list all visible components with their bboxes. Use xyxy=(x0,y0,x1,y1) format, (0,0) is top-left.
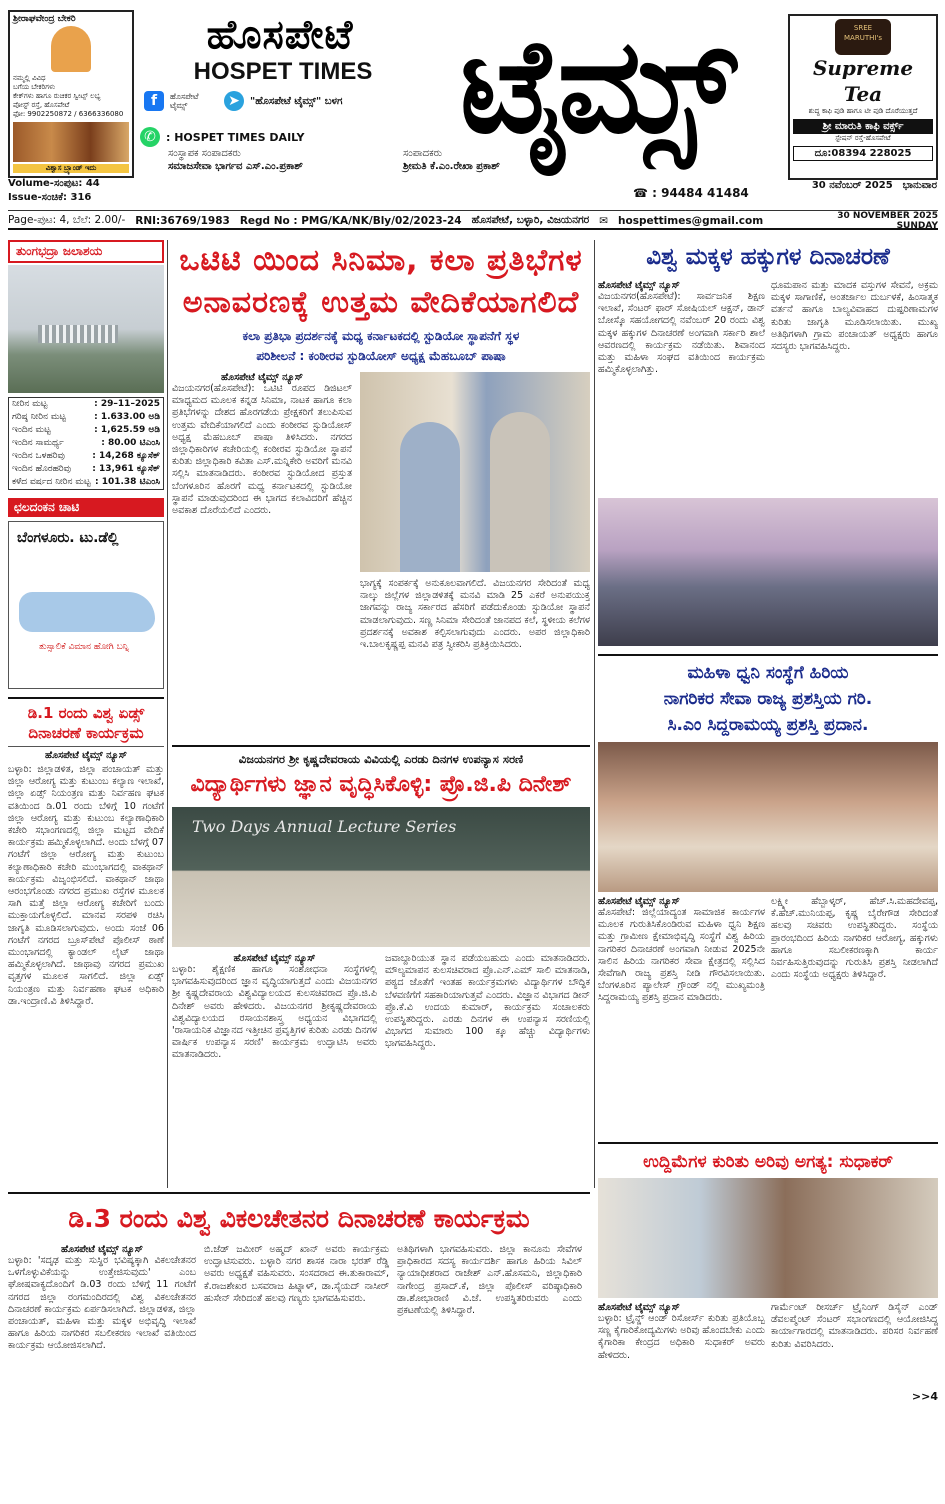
dam-row-label: ಇಂದಿನ ಮಟ್ಟ xyxy=(12,425,51,435)
ott-photo xyxy=(360,372,590,572)
child-rights-body-2: ಧೂಮಪಾನ ಮತ್ತು ಮಾದಕ ವಸ್ತುಗಳ ಸೇವನೆ, ಅಕ್ರಮ ಮಕ್ಕಳ ಸಾಗಾಣಿಕೆ, ಅಂತರ್ಜಾಲ ದುರ್ಬಳಕೆ, ಹಿಂಸಾತ್ಮಕ ವರ್ತನೆ ಹಾಗೂ ಬಾಲ್ಯವಿವಾಹದ ದುಷ್ಪರಿಣಾಮಗಳ ಕುರಿತು ಜಾಗೃತಿ ಮೂಡಿಸಲಾಯಿತು. ಮುಖ್ಯ ಅತಿಥಿಗಳಾಗಿ ಗ್ರಾಮ ಪಂಚಾಯತ್ ಅಧ್ಯಕ್ಷರು ಹಾಗೂ ಸದಸ್ಯರು ಭಾಗವಹಿಸಿದ್ದರು. xyxy=(771,280,938,353)
bakery-ad-phone: ಫೋ: 9902250872 / 6366336080 xyxy=(13,110,124,118)
dam-table-row xyxy=(9,424,163,437)
dam-row-value: : 1.633.00 ಅಡಿ xyxy=(94,412,160,422)
dam-heading: ತುಂಗಭದ್ರಾ ಜಲಾಶಯ xyxy=(8,240,164,263)
ott-reporter: ಹೊಸಪೇಟೆ ಟೈಮ್ಸ್ ನ್ಯೂಸ್ xyxy=(221,372,303,383)
dam-table-row xyxy=(9,450,163,463)
dam-data-table xyxy=(8,397,164,490)
date-kannada: 30 ನವೆಂಬರ್ 2025 xyxy=(811,180,893,191)
cartoon-heading: ಛಲದಂಕನ ಚಾಟಿ xyxy=(8,498,164,517)
cartoon xyxy=(8,521,164,689)
dam-row-value: : 80.00 ಟಿಎಂಸಿ xyxy=(101,438,160,448)
dam-row-value: : 1,625.59 ಅಡಿ xyxy=(94,425,160,435)
ott-headline-1: ಒಟಿಟಿ ಯಿಂದ ಸಿನಿಮಾ, ಕಲಾ ಪ್ರತಿಭೆಗಳ xyxy=(179,243,583,278)
logo-kannada-small: ಹೊಸಪೇಟೆ xyxy=(206,12,354,58)
ott-body-1: ವಿಜಯನಗರ(ಹೊಸಪೇಟೆ): ಒಟಿಟಿ ರೂಪದ ಡಿಜಿಟಲ್ ಮಾಧ್ಯಮದ ಮೂಲಕ ಕನ್ನಡ ಸಿನಿಮಾ, ನಾಟಕ ಹಾಗೂ ಕಲಾ ಪ್ರತಿಭೆಗಳನ್ನು ದೇಶದ ಹೊರಗಡೆಯ ಪ್ರೇಕ್ಷಕರಿಗೆ ತಲುಪಿಸುವ ಉತ್ತಮ ವೇದಿಕೆಯಾಗಲಿದೆ ಎಂದು ಕಂಠೀರವ ಸ್ಟುಡಿಯೋಸ್ ಅಧ್ಯಕ್ಷ ಮೆಹಬೂಬ್ ಪಾಷಾ ತಿಳಿಸಿದರು. ನಗರದ ಜಿಲ್ಲಾಧಿಕಾರಿಗಳ ಕಚೇರಿಯಲ್ಲಿ ಕಂಠೀರವ ಸ್ಟುಡಿಯೋ ಸ್ಥಾಪನೆ ಕುರಿತು ಜಿಲ್ಲಾಧಿಕಾರಿ ಕವಿತಾ ಎಸ್.ಮನ್ನಿಕೇರಿ ಅವರಿಗೆ ಮನವಿ ಸಲ್ಲಿಸಿ ಮಾತನಾಡಿದರು. ಕಂಠೀರವ ಸ್ಟುಡಿಯೋದ ಪ್ರಸ್ತುತ ಬೆಂಗಳೂರಿನ ಹೊರಗೆ ಮಧ್ಯ ಕರ್ನಾಟಕದಲ್ಲಿ ಸ್ಟುಡಿಯೋ ಸ್ಥಾಪನೆ ಮಾಡುವುದರಿಂದ ಈ ಭಾಗದ ಕಲಾವಿದರಿಗೆ ಹೆಚ್ಚಿನ ಅವಕಾಶ ದೊರೆಯಲಿದೆ ಎಂದರು. xyxy=(172,383,352,517)
industry-headline: ಉದ್ದಿಮೆಗಳ ಕುರಿತು ಅರಿವು ಅಗತ್ಯ: ಸುಧಾಕರ್ xyxy=(643,1152,893,1172)
dam-row-label: ಇಂದಿನ ಸಾಮರ್ಥ್ಯ xyxy=(12,438,64,448)
mahila-story xyxy=(598,654,938,1136)
disability-body-1: ಬಳ್ಳಾರಿ: 'ಸದೃಢ ಮತ್ತು ಸುಸ್ಥಿರ ಭವಿಷ್ಯಕ್ಕಾಗಿ ವಿಕಲಚೇತನರ ಒಳಗೊಳ್ಳುವಿಕೆಯನ್ನು ಉತ್ತೇಜಿಸುವುದು' ಎಂಬ ಘೋಷವಾಕ್ಯದೊಂದಿಗೆ ಡಿ.03 ರಂದು ಬೆಳಿಗ್ಗೆ 11 ಗಂಟೆಗೆ ನಗರದ ಜಿಲ್ಲಾ ರಂಗಮಂದಿರದಲ್ಲಿ ವಿಶ್ವ ವಿಕಲಚೇತನರ ದಿನಾಚರಣೆ ಕಾರ್ಯಕ್ರಮ ಏರ್ಪಡಿಸಲಾಗಿದೆ. ಜಿಲ್ಲಾಡಳಿತ, ಜಿಲ್ಲಾ ಪಂಚಾಯತ್, ಮಹಿಳಾ ಮತ್ತು ಮಕ್ಕಳ ಅಭಿವೃದ್ಧಿ ಇಲಾಖೆ ಹಾಗೂ ಹಿರಿಯ ನಾಗರಿಕರ ಸಬಲೀಕರಣ ಇಲಾಖೆ ವತಿಯಿಂದ ಕಾರ್ಯಕ್ರಮ ಆಯೋಜಿಸಲಾಗಿದೆ. xyxy=(8,1255,196,1352)
bakery-ad-line: ನಮ್ಮಲ್ಲಿ ವಿವಿಧ xyxy=(13,74,46,82)
tea-brand: Supreme Tea xyxy=(812,56,914,106)
industry-body-1: ಬಳ್ಳಾರಿ: ಟ್ರೈನ್ಡ್ ಆಂಡ್ ರಿಸೋರ್ಸ್ ಕುರಿತು ಪ್ರತಿಯೊಬ್ಬ ಸಣ್ಣ ಕೈಗಾರಿಕೋದ್ಯಮಿಗಳು ಅರಿವು ಹೊಂದಬೇಕು ಎಂದು ಕೈಗಾರಿಕಾ ಕೇಂದ್ರದ ಅಧಿಕಾರಿ ಸುಧಾಕರ್ ಅವರು ಹೇಳಿದರು. xyxy=(598,1313,765,1361)
telegram-icon[interactable]: ➤ xyxy=(224,91,244,111)
founder-name: ಸಮಾಜಸೇವಾ ಭಾರ್ಗವ ಎಸ್.ಎಂ.ಪ್ರಕಾಶ್ xyxy=(168,161,303,172)
editor-name: ಶ್ರೀಮತಿ ಕೆ.ಎಂ.ರೇಖಾ ಪ್ರಕಾಶ್ xyxy=(403,161,500,172)
mail-icon: ✉ xyxy=(599,214,609,227)
disability-day-story xyxy=(8,1192,590,1492)
bakery-ad-line: ಕೇಕ್‌ಗಳು ಹಾಗೂ ರುಚಿಕರ ಸ್ವೀಟ್ಸ್ ಲಭ್ಯ xyxy=(13,92,101,100)
facebook-icon[interactable]: f xyxy=(144,91,164,111)
aids-reporter: ಹೊಸಪೇಟೆ ಟೈಮ್ಸ್ ನ್ಯೂಸ್ xyxy=(45,750,127,761)
tea-phone: ದೂ:08394 228025 xyxy=(793,146,933,161)
disability-body-3: ಅತಿಥಿಗಳಾಗಿ ಭಾಗವಹಿಸುವರು. ಜಿಲ್ಲಾ ಕಾನೂನು ಸೇವೆಗಳ ಪ್ರಾಧಿಕಾರದ ಸದಸ್ಯ ಕಾರ್ಯದರ್ಶಿ ಹಾಗೂ ಹಿರಿಯ ಸಿವಿಲ್ ನ್ಯಾಯಾಧೀಶರಾದ ರಾಜೇಶ್ ಎನ್.ಹೊಸಮನಿ, ಜಿಲ್ಲಾಧಿಕಾರಿ ನಾಗೇಂದ್ರ ಪ್ರಸಾದ್.ಕೆ, ಜಿಲ್ಲಾ ಪೊಲೀಸ್ ವರಿಷ್ಠಾಧಿಕಾರಿ ಡಾ.ಶೋಭಾರಾಣಿ ವಿ.ಜೆ. ಉಪಸ್ಥಿತರಿರುವರು ಎಂದು ಪ್ರಕಟಣೆಯಲ್ಲಿ ತಿಳಿಸಿದ್ದಾರೆ. xyxy=(397,1244,582,1317)
continued-marker: >>4 xyxy=(911,1390,938,1403)
tea-works-name: ಶ್ರೀ ಮಾರುತಿ ಕಾಫಿ ವರ್ಕ್ಸ್ xyxy=(793,119,933,134)
aids-headline-2: ದಿನಾಚರಣೆ ಕಾರ್ಯಕ್ರಮ xyxy=(8,723,164,747)
industry-story xyxy=(598,1142,938,1403)
dam-row-value: : 29–11–2025 xyxy=(94,399,160,409)
disability-headline: ಡಿ.3 ರಂದು ವಿಶ್ವ ವಿಕಲಚೇತನರ ದಿನಾಚರಣೆ ಕಾರ್ಯಕ್ರಮ xyxy=(68,1204,530,1233)
ott-subheadline-1: ಕಲಾ ಪ್ರತಿಭಾ ಪ್ರದರ್ಶನಕ್ಕೆ ಮಧ್ಯ ಕರ್ನಾಟಕದಲ್ಲಿ ಸ್ಟುಡಿಯೋ ಸ್ಥಾಪನೆಗೆ ಸ್ಥಳ xyxy=(242,329,520,343)
date-english-block xyxy=(837,211,938,231)
lecture-kicker: ವಿಜಯನಗರ ಶ್ರೀ ಕೃಷ್ಣದೇವರಾಯ ವಿವಿಯಲ್ಲಿ ಎರಡು ದಿನಗಳ ಉಪನ್ಯಾಸ ಸರಣಿ xyxy=(238,752,524,766)
dam-row-value: : 101.38 ಟಿಎಂಸಿ xyxy=(94,477,160,487)
phone-number: ☎ : 94484 41484 xyxy=(633,186,749,200)
right-column xyxy=(598,240,938,1490)
dam-table-row xyxy=(9,437,163,450)
mahila-headline-3: ಸಿ.ಎಂ ಸಿದ್ದರಾಮಯ್ಯ ಪ್ರಶಸ್ತಿ ಪ್ರದಾನ. xyxy=(667,715,869,735)
issue: Issue-ಸಂಚಿಕೆ: 316 xyxy=(8,192,92,203)
dam-row-label: ನೀರಿನ ಮಟ್ಟ xyxy=(12,399,48,409)
tea-ad-line: ಶುದ್ಧ ಕಾಫಿ ಪುಡಿ ಹಾಗೂ ಟೀ ಪುಡಿ ದೊರೆಯುತ್ತದೆ xyxy=(808,107,918,115)
social-row-2 xyxy=(140,126,410,148)
disability-reporter: ಹೊಸಪೇಟೆ ಟೈಮ್ಸ್ ನ್ಯೂಸ್ xyxy=(61,1244,143,1255)
bakery-ad-title: ಶ್ರೀರಾಘವೇಂದ್ರ ಬೇಕರಿ xyxy=(13,14,76,24)
mahila-body-1: ಹೊಸಪೇಟೆ: ಜಿಲ್ಲೆಯಾದ್ಯಂತ ಸಾಮಾಜಿಕ ಕಾರ್ಯಗಳ ಮೂಲಕ ಗುರುತಿಸಿಕೊಂಡಿರುವ ಮಹಿಳಾ ಧ್ವನಿ ಶಿಕ್ಷಣ ಮತ್ತು ಗ್ರಾಮೀಣ ಕ್ಷೇಮಾಭಿವೃದ್ಧಿ ಸಂಸ್ಥೆಗೆ ವಿಶ್ವ ಹಿರಿಯ ನಾಗರಿಕರ ದಿನಾಚರಣೆ ಅಂಗವಾಗಿ ನೀಡುವ 2025ನೇ ಸಾಲಿನ ಹಿರಿಯ ನಾಗರಿಕರ ಸೇವಾ ಕ್ಷೇತ್ರದಲ್ಲಿ ಸಲ್ಲಿಸಿದ ಸೇವೆಗಾಗಿ ರಾಜ್ಯ ಪ್ರಶಸ್ತಿ ನೀಡಿ ಗೌರವಿಸಲಾಯಿತು. ಬೆಂಗಳೂರಿನ ಪ್ಯಾಲೇಸ್ ಗ್ರೌಂಡ್ ನಲ್ಲಿ ಮುಖ್ಯಮಂತ್ರಿ ಸಿದ್ದರಾಮಯ್ಯ ಪ್ರಶಸ್ತಿ ಪ್ರದಾನ ಮಾಡಿದರು. xyxy=(598,907,765,1004)
child-rights-headline: ವಿಶ್ವ ಮಕ್ಕಳ ಹಕ್ಕುಗಳ ದಿನಾಚರಣೆ xyxy=(646,244,890,270)
lecture-body-1: ಬಳ್ಳಾರಿ: ಶೈಕ್ಷಣಿಕ ಹಾಗೂ ಸಂಶೋಧನಾ ಸಂಸ್ಥೆಗಳಲ್ಲಿ ಭಾಗವಹಿಸುವುದರಿಂದ ಜ್ಞಾನ ವೃದ್ಧಿಯಾಗುತ್ತದೆ ಎಂದು ವಿಜಯನಗರ ಶ್ರೀ ಕೃಷ್ಣದೇವರಾಯ ವಿಶ್ವವಿದ್ಯಾಲಯದ ಕುಲಸಚಿವರಾದ ಪ್ರೊ.ಜಿ.ಪಿ ದಿನೇಶ್ ಅವರು ಹೇಳಿದರು. ವಿಜಯನಗರ ಶ್ರೀಕೃಷ್ಣದೇವರಾಯ ವಿಶ್ವವಿದ್ಯಾಲಯದ ರಸಾಯನಶಾಸ್ತ್ರ ಅಧ್ಯಯನ ವಿಭಾಗದಲ್ಲಿ 'ರಾಸಾಯನಿಕ ವಿಜ್ಞಾನದ ಇತ್ತೀಚಿನ ಪ್ರವೃತ್ತಿಗಳ ಕುರಿತು ಎರಡು ದಿನಗಳ ವಾರ್ಷಿಕ ಉಪನ್ಯಾಸ ಸರಣಿ' ಕಾರ್ಯಕ್ರಮ ಉದ್ಘಾಟಿಸಿ ಅವರು ಮಾತನಾಡಿದರು. xyxy=(172,964,377,1061)
social-row-1 xyxy=(144,90,414,112)
dam-row-value: : 14,268 ಕ್ಯೂಸೆಕ್ xyxy=(92,451,160,461)
dam-row-value: : 13,961 ಕ್ಯೂಸೆಕ್ xyxy=(92,464,160,474)
ott-story xyxy=(172,240,590,740)
dam-photo xyxy=(8,265,164,393)
dam-row-label: ಗರಿಷ್ಠ ನೀರಿನ ಮಟ್ಟ xyxy=(12,412,66,422)
lecture-story xyxy=(172,745,590,1185)
dam-table-row xyxy=(9,398,163,411)
bakery-ad-line: ಬಗೆಯ ಬೇಕರಿಗಳು xyxy=(13,83,56,91)
logo-english: HOSPET TIMES xyxy=(193,58,373,85)
date-block xyxy=(812,180,937,192)
lecture-board-text: Two Days Annual Lecture Series xyxy=(192,817,457,836)
mahila-reporter: ಹೊಸಪೇಟೆ ಟೈಮ್ಸ್ ನ್ಯೂಸ್ xyxy=(598,896,680,907)
mahila-body-2: ಲಕ್ಷ್ಮೀ ಹೆಬ್ಬಾಳ್ಕರ್, ಹೆಚ್.ಸಿ.ಮಹದೇವಪ್ಪ, ಕೆ.ಹೆಚ್.ಮುನಿಯಪ್ಪ, ಕೃಷ್ಣ ಬೈರೇಗೌಡ ಸೇರಿದಂತೆ ಹಲವು ಸಚಿವರು ಉಪಸ್ಥಿತರಿದ್ದರು. ಸಂಸ್ಥೆಯ ಪ್ರಾರಂಭದಿಂದ ಹಿರಿಯ ನಾಗರಿಕರ ಆರೋಗ್ಯ, ಹಕ್ಕುಗಳು ಹಾಗೂ ಸಬಲೀಕರಣಕ್ಕಾಗಿ ಕಾರ್ಯ ನಿರ್ವಹಿಸುತ್ತಿರುವುದನ್ನು ಗುರುತಿಸಿ ಪ್ರಶಸ್ತಿ ನೀಡಲಾಗಿದೆ ಎಂದು ಸಂಸ್ಥೆಯ ಅಧ್ಯಕ್ಷರು ತಿಳಿಸಿದ್ದಾರೆ. xyxy=(771,896,938,981)
mahila-award-photo xyxy=(598,742,938,892)
editor-label: ಸಂಪಾದಕರು xyxy=(403,148,443,159)
aids-headline-1: ಡಿ.1 ರಂದು ವಿಶ್ವ ಏಡ್ಸ್ xyxy=(27,704,145,722)
email-address[interactable]: hospettimes@gmail.com xyxy=(618,214,764,227)
regd-number: Regd No : PMG/KA/NK/Bly/02/2023-24 xyxy=(239,214,462,227)
volume: Volume-ಸಂಪುಟ: 44 xyxy=(8,178,100,189)
ott-subheadline-2: ಪರಿಶೀಲನೆ : ಕಂಠೀರವ ಸ್ಟುಡಿಯೋಸ್ ಅಧ್ಯಕ್ಷ ಮೆಹಬೂಬ್ ಪಾಷಾ xyxy=(256,349,506,363)
child-rights-reporter: ಹೊಸಪೇಟೆ ಟೈಮ್ಸ್ ನ್ಯೂಸ್ xyxy=(598,280,680,291)
rni-number: RNI:36769/1983 xyxy=(135,214,230,227)
dam-row-label: ಇಂದಿನ ಹೊರಹರಿವು xyxy=(12,464,71,474)
lecture-photo xyxy=(172,807,590,947)
industry-body-2: ಗಾರ್ಮೆಂಟ್ ರೀಸರ್ಚ್ ಟ್ರೈನಿಂಗ್ ಡಿಸೈನ್ ಎಂಡ್ ಡೆವಲಪ್ಮೆಂಟ್ ಸೆಂಟರ್ ಸಭಾಂಗಣದಲ್ಲಿ ಆಯೋಜಿಸಿದ್ದ ಕಾರ್ಯಾಗಾರದಲ್ಲಿ ಮಾತನಾಡಿದರು. ಪರಿಸರ ನಿರ್ವಹಣೆ ಕುರಿತು ವಿವರಿಸಿದರು. xyxy=(771,1302,938,1350)
place-names: ಹೊಸಪೇಟೆ, ಬಳ್ಳಾರಿ, ವಿಜಯನಗರ xyxy=(471,214,590,226)
cartoon-bubble: ತುಸ್ಸಾಲಿಕೆ ವಿಮಾನ ಹೋಗಿ ಬನ್ನಿ xyxy=(39,642,129,652)
date-english: 30 NOVEMBER 2025 xyxy=(837,210,938,221)
whatsapp-handle: : HOSPET TIMES DAILY xyxy=(166,130,305,144)
mahila-headline-2: ನಾಗರಿಕರ ಸೇವಾ ರಾಜ್ಯ ಪ್ರಶಸ್ತಿಯ ಗರಿ. xyxy=(663,689,873,709)
registration-line xyxy=(8,210,938,230)
page-price: Page-ಪುಟ: 4, ಬೆಲೆ: 2.00/- xyxy=(8,214,126,226)
bakery-ad-tag: ವಿಶ್ವಾಸ ಬ್ರ್ಯಾಂಡ್ ಇದು xyxy=(13,164,129,173)
tea-seal: SREE MARUTHI's xyxy=(835,19,891,55)
ott-body-2: ಭಾಗ್ಯಕ್ಕೆ ಸಂಪರ್ಕಕ್ಕೆ ಅನುಕೂಲವಾಗಲಿದೆ. ವಿಜಯನಗರ ಸೇರಿದಂತೆ ಮಧ್ಯ ನಾಲ್ಕು ಜಿಲ್ಲೆಗಳ ಜಿಲ್ಲಾಡಳಿತಕ್ಕೆ ಮನವಿ ಮಾಡಿ 25 ಎಕರೆ ಅನುಪಯುಕ್ತ ಜಾಗವನ್ನು ರಾಜ್ಯ ಸರ್ಕಾರದ ಹೆಸರಿಗೆ ಪಡೆದುಕೊಂಡು ಸ್ಟುಡಿಯೋ ಸ್ಥಾಪನೆ ಮಾಡಲಾಗುವುದು. ಸಣ್ಣ ಸಿನಿಮಾ ಸೇರಿದಂತೆ ಜಾನಪದ ಕಲೆ, ಸ್ಥಳೀಯ ಕಲೆಗಳ ಪ್ರದರ್ಶನಕ್ಕೆ ಅವಕಾಶ ಕಲ್ಪಿಸಲಾಗುವುದು ಎಂದರು. ಅಪರ ಜಿಲ್ಲಾಧಿಕಾರಿ ಇ.ಬಾಲಕೃಷ್ಣಪ್ಪ ಮನವಿ ಪತ್ರ ಸ್ವೀಕರಿಸಿ ಪ್ರತಿಕ್ರಿಯಿಸಿದರು. xyxy=(360,578,590,651)
dam-row-label: ಕಳೆದ ವರ್ಷದ ನೀರಿನ ಮಟ್ಟ xyxy=(12,477,91,487)
disability-body-2: ಬಿ.ಜೆಡ್ ಜಮೀರ್ ಅಹ್ಮದ್ ಖಾನ್ ಅವರು ಕಾರ್ಯಕ್ರಮ ಉದ್ಘಾಟಿಸುವರು. ಬಳ್ಳಾರಿ ನಗರ ಶಾಸಕ ನಾರಾ ಭರತ್ ರೆಡ್ಡಿ ಅವರು ಅಧ್ಯಕ್ಷತೆ ವಹಿಸುವರು. ಸಂಸದರಾದ ಈ.ತುಕಾರಾಮ್, ಕೆ.ರಾಜಶೇಖರ ಬಸವರಾಜ ಹಿಟ್ನಾಳ್, ಡಾ.ಸೈಯದ್ ನಾಸೀರ್ ಹುಸೇನ್ ಸೇರಿದಂತೆ ಹಲವು ಗಣ್ಯರು ಭಾಗವಹಿಸುವರು. xyxy=(204,1244,389,1304)
ott-headline-2: ಅನಾವರಣಕ್ಕೆ ಉತ್ತಮ ವೇದಿಕೆಯಾಗಲಿದೆ xyxy=(182,285,580,320)
masthead-info xyxy=(8,148,938,210)
industry-photo xyxy=(598,1178,938,1298)
bakery-ad-address: ಪೋಸ್ಟ್ ರಸ್ತೆ, ಹೊಸಪೇಟೆ xyxy=(13,101,70,109)
founder-label: ಸಂಸ್ಥಾಪಕ ಸಂಪಾದಕರು xyxy=(168,148,241,159)
deity-image xyxy=(51,26,91,72)
lecture-body-2: ಜವಾಬ್ದಾರಿಯುತ ಸ್ಥಾನ ಪಡೆಯಬಹುದು ಎಂದು ಮಾತನಾಡಿದರು. ಮೌಲ್ಯಮಾಪನ ಕುಲಸಚಿವರಾದ ಪ್ರೊ.ಎನ್.ಎಮ್ ಸಾಲಿ ಮಾತನಾಡಿ, ಪಠ್ಯದ ಜೊತೆಗೆ ಇಂತಹ ಕಾರ್ಯಕ್ರಮಗಳು ವಿದ್ಯಾರ್ಥಿಗಳ ಬೌದ್ಧಿಕ ಬೆಳವಣಿಗೆಗೆ ಸಹಕಾರಿಯಾಗುತ್ತವೆ ಎಂದರು. ವಿಜ್ಞಾನ ವಿಭಾಗದ ಡೀನ್ ಪ್ರೊ.ಕೆ.ವಿ ಉದಯ ಕುಮಾರ್, ಕಾರ್ಯಕ್ರಮ ಸಂಚಾಲಕರು ಉಪಸ್ಥಿತರಿದ್ದರು. ಎರಡು ದಿನಗಳ ಈ ಉಪನ್ಯಾಸ ಸರಣಿಯಲ್ಲಿ ವಿಭಾಗದ ಸುಮಾರು 100 ಕ್ಕೂ ಹೆಚ್ಚು ವಿದ್ಯಾರ್ಥಿಗಳು ಭಾಗವಹಿಸಿದ್ದರು. xyxy=(385,953,590,1050)
airplane-drawing xyxy=(19,592,155,632)
lecture-headline: ವಿದ್ಯಾರ್ಥಿಗಳು ಜ್ಞಾನ ವೃದ್ಧಿಸಿಕೊಳ್ಳಿ: ಪ್ರೊ.ಜಿ.ಪಿ ದಿನೇಶ್ xyxy=(190,772,572,797)
logo-kannada-big: ಟೈಮ್ಸ್ xyxy=(459,9,731,162)
dam-table-row xyxy=(9,476,163,489)
telegram-group: "ಹೊಸಪೇಟೆ ಟೈಮ್ಸ್" ಬಳಗ xyxy=(250,95,343,107)
lecture-reporter: ಹೊಸಪೇಟೆ ಟೈಮ್ಸ್ ನ್ಯೂಸ್ xyxy=(233,953,316,964)
whatsapp-icon[interactable]: ✆ xyxy=(140,127,160,147)
facebook-handle: ಹೊಸಪೇಟೆ ಟೈಮ್ಸ್ xyxy=(170,92,199,110)
child-rights-photo xyxy=(598,498,938,646)
industry-reporter: ಹೊಸಪೇಟೆ ಟೈಮ್ಸ್ ನ್ಯೂಸ್ xyxy=(598,1302,680,1313)
day-kannada: ಭಾನುವಾರ xyxy=(902,180,937,191)
cartoon-caption: ಬೆಂಗಳೂರು. ಟು.ಡೆಲ್ಲಿ xyxy=(17,530,119,546)
dam-table-row xyxy=(9,463,163,476)
dam-row-label: ಇಂದಿನ ಒಳಹರಿವು xyxy=(12,451,65,461)
aids-body: ಬಳ್ಳಾರಿ: ಜಿಲ್ಲಾಡಳಿತ, ಜಿಲ್ಲಾ ಪಂಚಾಯತ್ ಮತ್ತು ಜಿಲ್ಲಾ ಆರೋಗ್ಯ ಮತ್ತು ಕುಟುಂಬ ಕಲ್ಯಾಣ ಇಲಾಖೆ, ಜಿಲ್ಲಾ ಏಡ್ಸ್ ನಿಯಂತ್ರಣ ಮತ್ತು ನಿರ್ವಹಣ ಘಟಕ ವತಿಯಿಂದ ಡಿ.01 ರಂದು ಬೆಳಿಗ್ಗೆ 10 ಗಂಟೆಗೆ ಜಿಲ್ಲಾ ಆರೋಗ್ಯ ಮತ್ತು ಕುಟುಂಬ ಕಲ್ಯಾಣಾಧಿಕಾರಿ ಕಚೇರಿ ಸಭಾಂಗಣದಲ್ಲಿ ಜಿಲ್ಲಾ ಮಟ್ಟದ ವೇದಿಕೆ ಕಾರ್ಯಕ್ರಮ ಹಮ್ಮಿಕೊಳ್ಳಲಾಗಿದೆ. ಅಂದು ಬೆಳಗ್ಗೆ 07 ಗಂಟೆಗೆ ಜಿಲ್ಲಾ ಆರೋಗ್ಯ ಮತ್ತು ಕುಟುಂಬ ಕಲ್ಯಾಣಾಧಿಕಾರಿ ಕಚೇರಿ ಮುಂಭಾಗದಲ್ಲಿ ವಾಕಥಾನ್ ಕಾರ್ಯಕ್ರಮ ವಿಜೃಂಭಿಸಲಿದೆ. ವಾಕಥಾನ್ ಜಾಥಾ ಆರಂಭಗೊಂಡು ನಗರದ ಪ್ರಮುಖ ರಸ್ತೆಗಳ ಮೂಲಕ ಸಾಗಿ ಮತ್ತೆ ಜಿಲ್ಲಾ ಆರೋಗ್ಯ ಕಚೇರಿಗೆ ಬಂದು ಮುಕ್ತಾಯಗೊಳ್ಳಲಿದೆ. ಮಾನವ ಸರಪಳಿ ರಚಿಸಿ ಜಾಗೃತಿ ಮೂಡಿಸಲಾಗುವುದು. ಅಂದು ಸಂಜೆ 06 ಗಂಟೆಗೆ ನಗರದ ಬ್ರೂಸ್‌ಪೇಟೆ ಪೊಲೀಸ್ ಠಾಣೆ ಮುಂಭಾಗದಲ್ಲಿ ಕ್ಯಾಂಡಲ್ ಲೈಟ್ ಜಾಥಾ ಹಮ್ಮಿಕೊಳ್ಳಲಾಗಿದೆ. ಜಾಥಾವು ನಗರದ ಪ್ರಮುಖ ವೃತ್ತಗಳ ಮೂಲಕ ಸಾಗಲಿದೆ. ಜಿಲ್ಲಾ ಏಡ್ಸ್ ನಿಯಂತ್ರಣ ಮತ್ತು ನಿರ್ವಹಣಾ ಘಟಕ ಅಧಿಕಾರಿ ಡಾ.ಇಂದ್ರಾಣಿ.ವಿ ತಿಳಿಸಿದ್ದಾರೆ. xyxy=(8,764,164,1007)
child-rights-body-1: ವಿಜಯನಗರ(ಹೊಸಪೇಟೆ): ಸಾರ್ವಜನಿಕ ಶಿಕ್ಷಣ ಇಲಾಖೆ, ಸೆಂಟರ್ ಫಾರ್ ಸೋಷಿಯಲ್ ಆಕ್ಷನ್, ಡಾನ್ ಬೋಸ್ಕೊ ಸಹಯೋಗದಲ್ಲಿ ನವೆಂಬರ್ 20 ರಂದು ವಿಶ್ವ ಮಕ್ಕಳ ಹಕ್ಕುಗಳ ದಿನಾಚರಣೆ ಅಂಗವಾಗಿ ಸರ್ಕಾರಿ ಶಾಲೆ ಆವರಣದಲ್ಲಿ ಕಾರ್ಯಕ್ರಮ ನಡೆಯಿತು. ಶಿವಾನಂದ ಮತ್ತು ಮಹಿಳಾ ಸಂಘದ ವತಿಯಿಂದ ಕಾರ್ಯಕ್ರಮ ಹಮ್ಮಿಕೊಳ್ಳಲಾಗಿತ್ತು. xyxy=(598,291,765,376)
day-english: SUNDAY xyxy=(896,220,938,231)
tea-address: ಸ್ಟೇಷನ್ ರಸ್ತೆ-ಹೊಸಪೇಟೆ xyxy=(835,134,891,142)
dam-table-row xyxy=(9,411,163,424)
mahila-headline-1: ಮಹಿಳಾ ಧ್ವನಿ ಸಂಸ್ಥೆಗೆ ಹಿರಿಯ xyxy=(687,663,849,683)
